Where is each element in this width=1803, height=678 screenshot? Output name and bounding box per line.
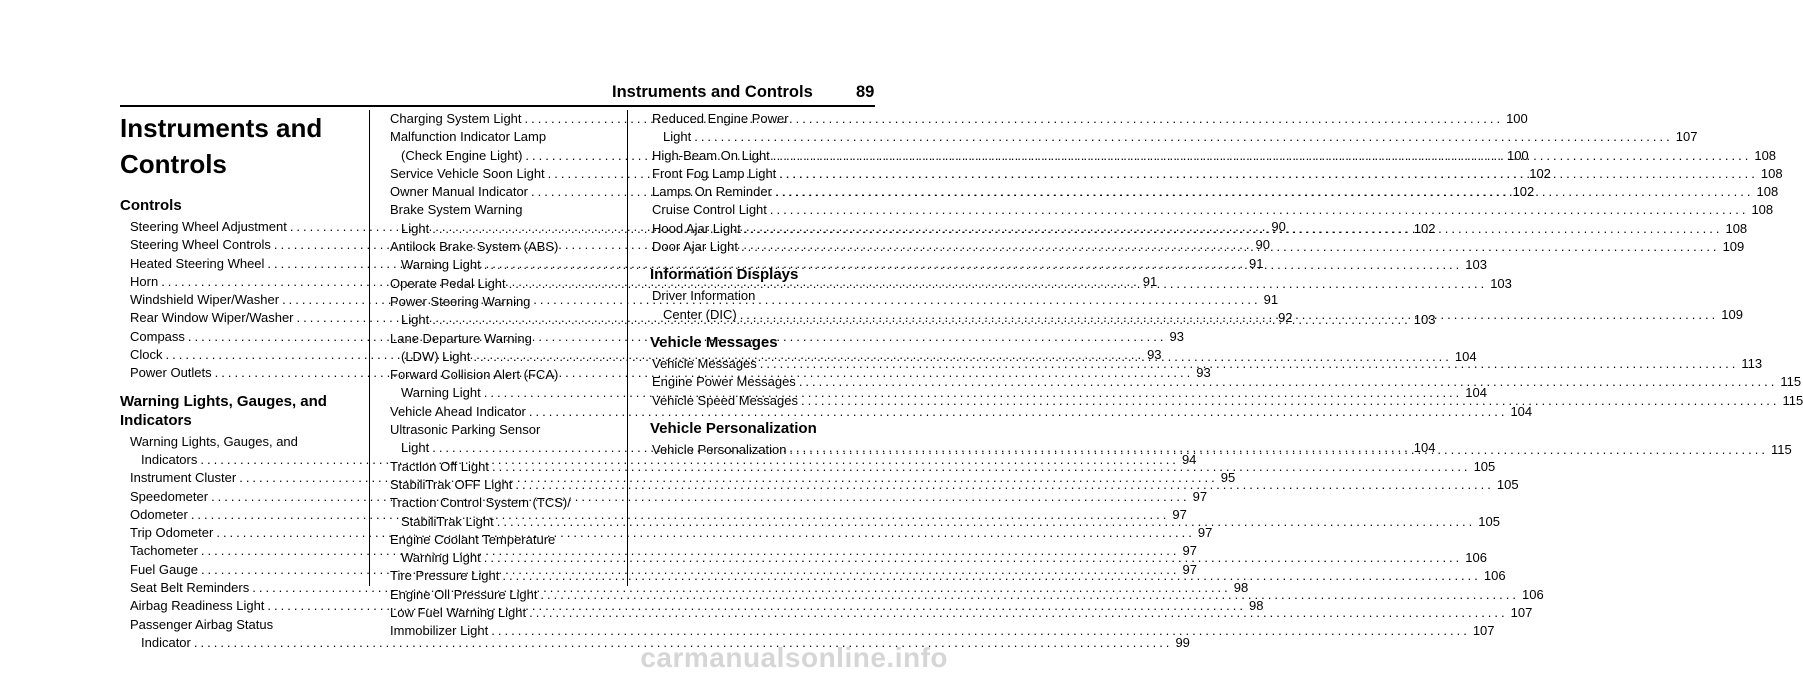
toc-entry-page-number: 97	[1172, 506, 1187, 522]
toc-entry[interactable]	[390, 622, 1495, 640]
toc-entry-label: Vehicle Speed Messages	[652, 392, 798, 408]
toc-entry-label: Lamps On Reminder	[652, 184, 772, 200]
toc-entry-label: Tire Pressure Light	[390, 568, 500, 584]
toc-entry-page-number: 91	[1248, 255, 1264, 271]
dot-leader	[767, 201, 1752, 219]
toc-entry-label: Door Ajar Light	[652, 239, 738, 255]
toc-entry-page-number: 100	[1506, 147, 1529, 163]
dot-leader	[776, 165, 1761, 183]
page-header	[0, 83, 960, 105]
toc-entry-page-number: 115	[1780, 374, 1802, 390]
toc-entry-label: Power Outlets	[130, 365, 212, 381]
toc-entry-label: Horn	[130, 273, 159, 289]
toc-entry-label: Seat Belt Reminders	[130, 580, 250, 596]
toc-entry-page-number: 108	[1760, 165, 1783, 181]
toc-entry-label: Heated Steering Wheel	[130, 255, 265, 271]
toc-entry-page-number: 106	[1521, 586, 1544, 602]
toc-group-title[interactable]	[120, 392, 354, 430]
toc-entry-page-number: 115	[1770, 441, 1792, 457]
toc-entry-label: Light	[401, 220, 430, 236]
toc-entry-row	[652, 201, 1774, 219]
toc-entry-label: Engine Power Messages	[652, 374, 796, 390]
chapter-title	[120, 110, 354, 182]
toc-entry-page-number: 115	[1782, 392, 1803, 408]
toc-entry-label: Speedometer	[130, 488, 209, 504]
toc-entry-row	[390, 622, 1495, 640]
toc-entry-page-number: 102	[1512, 184, 1535, 200]
dot-leader	[481, 256, 1466, 274]
dot-leader	[741, 220, 1726, 238]
toc-entry-title-line: Power Steering Warning	[390, 293, 531, 309]
toc-entry-page-number: 104	[1510, 403, 1533, 419]
toc-entry-page-number: 94	[1181, 451, 1197, 467]
toc-entry-page-number: 99	[1175, 634, 1190, 650]
toc-entry-page-number: 95	[1220, 470, 1236, 486]
toc-entry-label: Instrument Cluster	[130, 470, 237, 486]
toc-entry-label: Tachometer	[130, 543, 198, 559]
toc-entry-title-line: Malfunction Indicator Lamp	[390, 129, 547, 145]
toc-entry-label: StabiliTrak OFF Light	[390, 476, 513, 492]
toc-entry-page-number: 93	[1147, 347, 1162, 363]
toc-entry-label: Compass	[130, 328, 185, 344]
toc-entry-label: Airbag Readiness Light	[130, 598, 265, 614]
toc-entry-page-number: 104	[1454, 348, 1477, 364]
toc-entry-page-number: 107	[1510, 605, 1533, 621]
toc-entry-label: Light	[663, 129, 692, 145]
toc-entry-page-number: 103	[1465, 257, 1487, 273]
toc-entry-label: Steering Wheel Adjustment	[130, 219, 287, 234]
toc-entry-page-number: 107	[1675, 129, 1698, 145]
toc-entry-title-line: Warning Lights, Gauges, and	[130, 433, 298, 449]
toc-entry-page-number: 108	[1751, 202, 1774, 218]
toc-entry-page-number: 108	[1756, 184, 1779, 200]
toc-group-title[interactable]: Controls	[120, 197, 182, 214]
toc-entry-label: Fuel Gauge	[130, 561, 198, 577]
page-number: 89	[856, 83, 875, 101]
dot-leader	[499, 567, 1484, 585]
toc-entry-page-number: 107	[1472, 623, 1495, 639]
toc-entry-label: Light	[401, 440, 430, 456]
chapter-title-line-2: Controls	[120, 149, 227, 179]
toc-entry-page-number: 104	[1465, 385, 1487, 401]
dot-leader	[770, 147, 1755, 165]
toc-group-title[interactable]: Vehicle Personalization	[650, 419, 817, 437]
toc-group-title[interactable]: Information Displays	[650, 266, 799, 284]
toc-entry-label: Indicator	[141, 634, 191, 650]
toc-entry-row	[390, 403, 1533, 421]
header-rule	[120, 105, 875, 107]
toc-entry-page-number: 103	[1413, 312, 1436, 328]
toc-entry-label: Trip Odometer	[130, 525, 214, 541]
watermark: carmanualsonline.info	[640, 642, 948, 673]
toc-entry-page-number: 90	[1255, 237, 1270, 253]
toc-entry-title-line: Brake System Warning	[390, 202, 523, 218]
dot-leader	[786, 441, 1771, 459]
toc-entry-label: Vehicle Ahead Indicator	[390, 403, 526, 419]
toc-entry-page-number: 97	[1182, 543, 1197, 559]
toc-entry-page-number: 92	[1278, 310, 1293, 326]
toc-entry-label: Hood Ajar Light	[652, 220, 741, 236]
toc-entry-page-number: 103	[1490, 275, 1512, 291]
toc-entry-label: Odometer	[130, 506, 188, 522]
toc-entry-page-number: 97	[1182, 561, 1197, 577]
toc-entry-page-number: 105	[1473, 458, 1496, 474]
chapter-title-line-1: Instruments and	[120, 113, 323, 143]
toc-entry-row	[130, 634, 1190, 652]
toc-entry-page-number: 97	[1192, 488, 1208, 504]
toc-entry-title-line: Traction Control System (TCS)/	[390, 495, 571, 511]
dot-leader	[757, 355, 1742, 373]
toc-entry-page-number: 106	[1483, 568, 1506, 584]
toc-entry-label: Windshield Wiper/Washer	[130, 292, 280, 308]
toc-entry-label: Vehicle Messages	[652, 355, 757, 371]
toc-entry-page-number: 102	[1529, 165, 1551, 181]
toc-entry-page-number: 109	[1721, 306, 1743, 322]
toc-entry-title-line: Lane Departure Warning	[390, 330, 532, 346]
toc-entry-label: Warning Light	[401, 385, 481, 401]
dot-leader	[738, 238, 1723, 256]
toc-entry-title-line: Forward Collision Alert (FCA)	[390, 367, 559, 383]
toc-group-title[interactable]: Vehicle Messages	[650, 333, 778, 351]
dot-leader	[526, 604, 1511, 622]
dot-leader	[512, 476, 1497, 494]
toc-entry-label: Traction Off Light	[390, 458, 489, 474]
toc-entry[interactable]	[650, 201, 1774, 219]
toc-entry-row	[652, 128, 1698, 146]
toc-entry-page-number: 93	[1169, 328, 1184, 344]
toc-entry-page-number: 91	[1263, 292, 1279, 308]
toc-entry-page-number: 108	[1725, 220, 1748, 236]
toc-entry-label: Warning Light	[401, 550, 481, 566]
toc-entry-page-number: 102	[1413, 220, 1436, 236]
dot-leader	[796, 373, 1781, 391]
toc-entry-label: High-Beam On Light	[652, 147, 770, 163]
toc-entry-label: Low Fuel Warning Light	[390, 605, 527, 621]
toc-entry-title-line: Reduced Engine Power	[652, 111, 789, 126]
toc-entry-label: Center (DIC)	[663, 306, 737, 322]
toc-entry-label: Warning Light	[401, 257, 481, 273]
toc-entry-title-line: Passenger Airbag Status	[130, 616, 274, 632]
toc-entry-page-number: 105	[1478, 513, 1500, 529]
toc-entry-label: Engine Oil Pressure Light	[390, 586, 538, 602]
toc-entry-page-number: 106	[1465, 550, 1487, 566]
toc-entry-label: (LDW) Light	[401, 348, 471, 364]
toc-group-title-line: Warning Lights, Gauges, and	[120, 392, 327, 410]
toc-entry-page-number: 100	[1506, 111, 1528, 126]
dot-leader	[489, 458, 1474, 476]
toc-entry-label: StabiliTrak Light	[401, 513, 494, 529]
dot-leader	[494, 513, 1479, 531]
toc-entry-label: Vehicle Personalization	[652, 441, 787, 457]
toc-entry-page-number: 108	[1754, 147, 1777, 163]
toc-entry-label: Cruise Control Light	[652, 202, 767, 218]
toc-entry-page-number: 98	[1248, 598, 1264, 614]
section-title: Instruments and Controls	[612, 83, 813, 101]
toc-entry-page-number: 104	[1413, 440, 1436, 456]
dot-leader	[691, 128, 1676, 146]
toc-entry[interactable]	[390, 403, 1533, 421]
column-divider	[627, 110, 628, 586]
toc-entry-label: Immobilizer Light	[390, 623, 489, 639]
toc-entry-page-number: 93	[1196, 365, 1211, 381]
toc-entry-title-line: Engine Coolant Temperature	[390, 531, 556, 547]
toc-entry-page-number: 98	[1233, 580, 1249, 596]
toc-entry-page-number: 90	[1271, 219, 1286, 234]
toc-entry-label: Light	[401, 312, 430, 328]
toc-group-title-line: Indicators	[120, 411, 192, 429]
toc-entry-title-line: Antilock Brake System (ABS)	[390, 239, 559, 255]
toc-entry-label: Charging System Light	[390, 111, 522, 126]
toc-entry-page-number: 97	[1197, 525, 1213, 541]
toc-entry-label: Front Fog Lamp Light	[652, 165, 777, 181]
toc-entry-label: Clock	[130, 347, 163, 363]
dot-leader	[737, 306, 1722, 324]
toc-entry-label: Service Vehicle Soon Light	[390, 165, 545, 181]
toc-entry-page-number: 109	[1722, 239, 1745, 255]
toc-entry-label: Rear Window Wiper/Washer	[130, 310, 294, 326]
toc-entry-label: Indicators	[141, 451, 198, 467]
dot-leader	[798, 392, 1783, 410]
toc-entry-title-line: Driver Information	[652, 288, 756, 304]
toc-entry-label: Owner Manual Indicator	[390, 184, 529, 200]
dot-leader	[481, 549, 1466, 567]
dot-leader	[772, 183, 1757, 201]
toc-entry-page-number: 113	[1741, 355, 1763, 371]
toc-entry-label: (Check Engine Light)	[401, 147, 523, 163]
toc-entry-label: Operate Pedal Light	[390, 275, 506, 291]
dot-leader	[537, 586, 1522, 604]
toc-entry-label: Steering Wheel Controls	[130, 237, 271, 253]
dot-leader	[488, 622, 1473, 640]
toc-entry-title-line: Ultrasonic Parking Sensor	[390, 422, 541, 438]
column-divider	[369, 110, 370, 586]
toc-entry-page-number: 91	[1142, 273, 1158, 289]
toc-entry-page-number: 105	[1496, 476, 1519, 492]
